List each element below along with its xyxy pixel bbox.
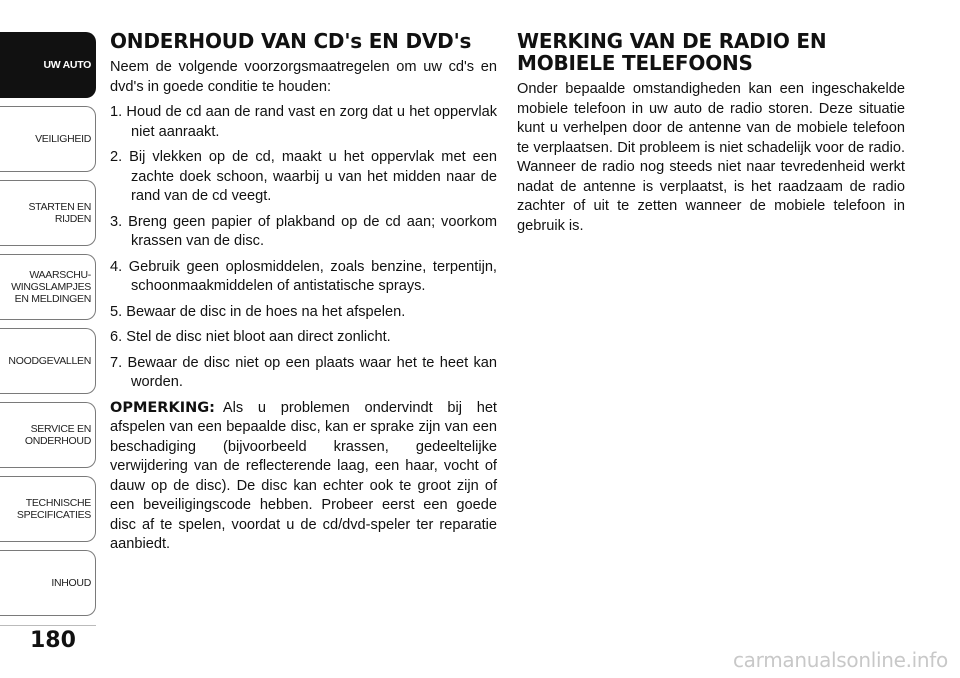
list-item: 1. Houd de cd aan de rand vast en zorg dat u het oppervlak niet aanraakt.: [110, 104, 497, 140]
watermark: carmanualsonline.info: [732, 648, 948, 672]
page-number-divider: [0, 625, 96, 626]
tab-label: WAARSCHU- WINGSLAMPJES EN MELDINGEN: [11, 269, 91, 305]
note-text: Als u problemen ondervindt bij het afspelen van een bepaalde disc, kan er sprake zijn van een beschadiging (bijvoorbeeld krassen, gedeeltelijke verwijdering van de reflecterende laag, een haar, vocht of dauw op de disc). De disc kan echter ook te groot zijn of een beveiligingscode hebben. Probeer eerst een goede disc af te spelen, voordat u de cd/dvd-speler ter reparatie aanbiedt.: [110, 399, 497, 552]
list-item: 6. Stel de disc niet bloot aan direct zonlicht.: [110, 329, 391, 345]
list-item: 7. Bewaar de disc niet op een plaats waar het te heet kan worden.: [110, 354, 497, 390]
tab-service-en-onderhoud[interactable]: [0, 402, 96, 468]
section-intro: Neem de volgende voorzorgsmaatregelen om uw cd's en dvd's in goede conditie te houden:: [110, 59, 497, 95]
list-item: 2. Bij vlekken op de cd, maakt u het oppervlak met een zachte doek schoon, waarbij u van het midden naar de rand van de cd veegt.: [110, 149, 497, 204]
precaution-list: [110, 103, 497, 393]
tab-label: SERVICE EN ONDERHOUD: [24, 423, 91, 447]
note-label: OPMERKING:: [110, 399, 215, 416]
tab-uw-auto[interactable]: [0, 32, 96, 98]
tab-inhoud[interactable]: [0, 550, 96, 616]
tab-veiligheid[interactable]: [0, 106, 96, 172]
tab-noodgevallen[interactable]: [0, 328, 96, 394]
tab-waarschuwingslampjes[interactable]: [0, 254, 96, 320]
section-body: Onder bepaalde omstandigheden kan een ingeschakelde mobiele telefoon in uw auto de radio storen. Deze situatie kunt u verhelpen door de antenne van de mobiele telefoon te verplaatsen. Dit probleem is niet schadelijk voor de radio. Wanneer de radio nog steeds niet naar tevredenheid werkt nadat de antenne is verplaatst, is het raadzaam de radio zachter of uit te zetten wanneer de mobiele telefoon in gebruik is.: [517, 81, 905, 234]
chapter-tab-sidebar: [0, 0, 97, 620]
tab-label: NOODGEVALLEN: [8, 355, 91, 367]
tab-starten-en-rijden[interactable]: [0, 180, 96, 246]
tab-label: INHOUD: [51, 577, 91, 589]
tab-label: STARTEN EN RIJDEN: [28, 201, 91, 225]
section-heading: WERKING VAN DE RADIO EN MOBIELE TELEFOONS: [517, 29, 827, 75]
tab-label: TECHNISCHE SPECIFICATIES: [16, 497, 91, 521]
tab-label: VEILIGHEID: [35, 133, 91, 145]
radio-mobile-phone-section: [517, 30, 905, 236]
tab-technische-specificaties[interactable]: [0, 476, 96, 542]
list-item: 5. Bewaar de disc in de hoes na het afspelen.: [110, 303, 406, 320]
page-number: 180: [30, 628, 76, 653]
tab-label: UW AUTO: [43, 59, 91, 71]
list-item: 3. Breng geen papier of plakband op de cd aan; voorkom krassen van de disc.: [110, 213, 497, 249]
list-item: 4. Gebruik geen oplosmiddelen, zoals benzine, terpentijn, schoonmaakmiddelen of antistatische sprays.: [110, 258, 497, 294]
cd-dvd-maintenance-section: [110, 30, 497, 555]
section-heading: ONDERHOUD VAN CD's EN DVD's: [110, 29, 472, 53]
note-paragraph: [110, 399, 497, 555]
